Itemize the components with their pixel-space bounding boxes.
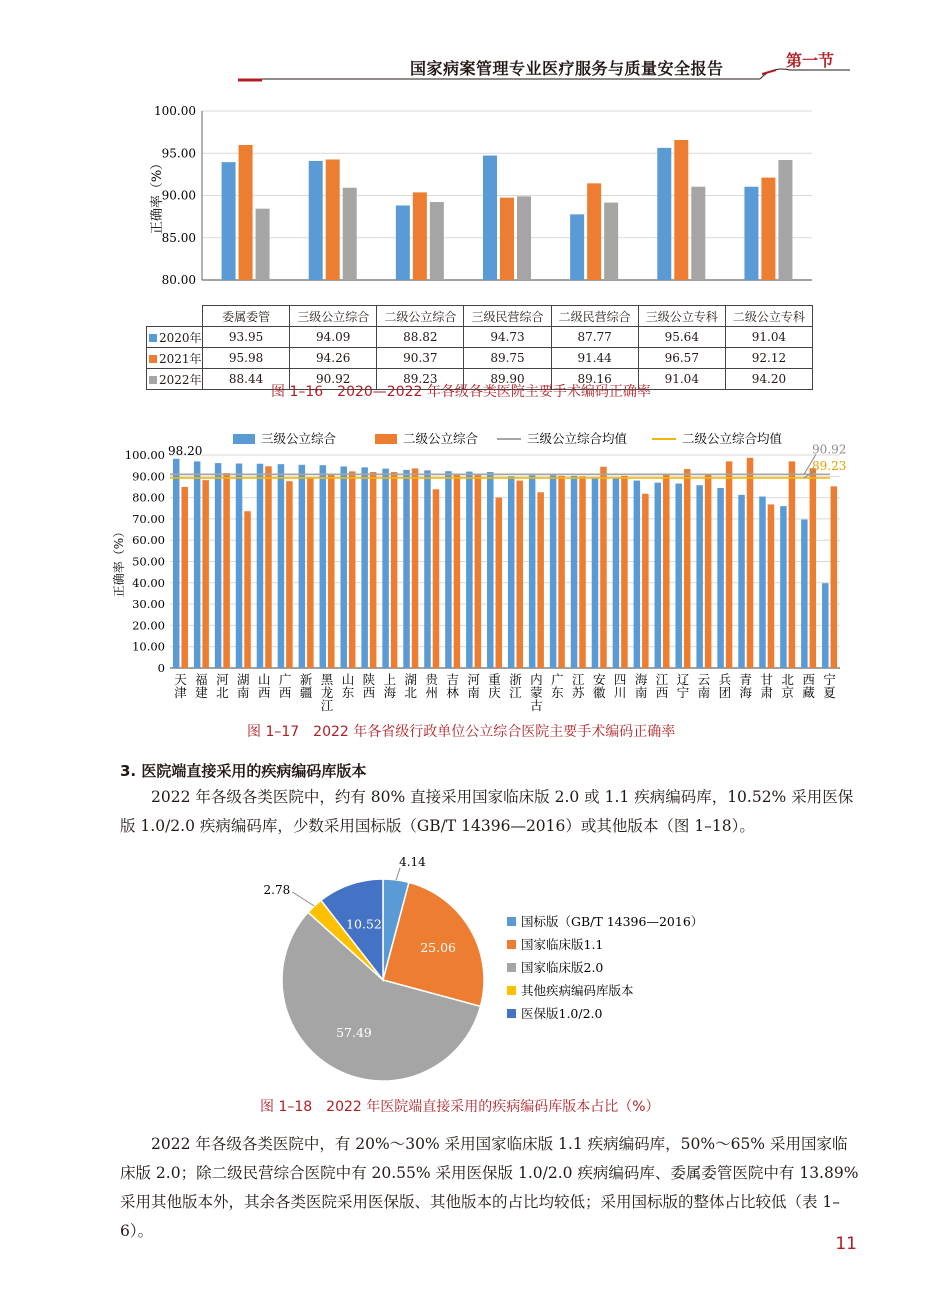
legend-label: 国标版（GB/T 14396—2016） [521, 914, 704, 929]
table-value: 93.95 [203, 327, 290, 348]
bar-二级公立综合 [202, 480, 209, 668]
bar-三级公立综合 [320, 465, 327, 668]
legend-label: 国家临床版1.1 [521, 937, 604, 952]
bar-二级公立综合 [621, 476, 628, 668]
y-tick-label: 20.00 [132, 618, 165, 633]
table-value: 96.57 [638, 348, 725, 369]
y-tick-label: 40.00 [132, 575, 165, 590]
table-value: 94.26 [290, 348, 377, 369]
y-tick-label: 80.00 [161, 273, 196, 287]
x-category-label: 江苏 [572, 672, 585, 700]
bar-三级公立综合 [592, 477, 599, 668]
pie-value-label: 2.78 [263, 882, 291, 897]
bar-三级公立综合 [696, 485, 703, 668]
x-category-label: 贵州 [425, 672, 438, 700]
bar-2020年 [396, 205, 410, 280]
bar-二级公立综合 [747, 458, 754, 668]
bar-三级公立综合 [236, 464, 243, 668]
bar-2022年 [604, 203, 618, 280]
table-series-label: 2021年 [147, 348, 203, 369]
bar-三级公立综合 [675, 484, 682, 668]
x-category-label: 江西 [655, 672, 669, 700]
y-tick-label: 30.00 [132, 597, 165, 612]
x-category-label: 安徽 [592, 672, 606, 700]
bar-2021年 [587, 183, 601, 280]
bar-三级公立综合 [215, 463, 222, 668]
bar-二级公立综合 [433, 489, 440, 668]
legend-label: 三级公立综合 [261, 431, 337, 446]
bar-二级公立综合 [768, 504, 775, 668]
bar-三级公立综合 [173, 459, 180, 668]
x-category-label: 广西 [278, 672, 292, 700]
bar-二级公立综合 [223, 473, 230, 668]
figure-caption-1-16: 图 1–16 2020—2022 年各级各类医院主要手术编码正确率 [271, 384, 651, 400]
table-value: 94.73 [464, 327, 551, 348]
pie-value-label: 10.52 [346, 916, 382, 932]
x-category-label: 山西 [257, 672, 271, 700]
bar-三级公立综合 [801, 520, 808, 668]
paragraph-2: 2022 年各级各类医院中，有 20%～30% 采用国家临床版 1.1 疾病编码库，50%～65% 采用国家临床版 2.0；除二级民营综合医院中有 20.55% 采用医保版 1.0/2.0 疾病编码库、委属委管医院中有 13.89% 采用其他版本外，其余各类医院采用医保版、其他版本的占比均较低；采用国标版的整体占比较低（表 1–6）。 [120, 1135, 859, 1240]
legend-swatch [149, 334, 157, 342]
legend-swatch [507, 940, 516, 949]
legend-swatch [375, 434, 397, 444]
table-category-label: 二级公立综合 [377, 306, 464, 327]
table-value: 90.92 [290, 369, 377, 390]
bar-二级公立综合 [831, 486, 838, 668]
bar-二级公立综合 [496, 498, 503, 668]
table-category-label: 三级公立专科 [638, 306, 725, 327]
table-value: 89.75 [464, 348, 551, 369]
bar-2022年 [691, 187, 705, 280]
bar-三级公立综合 [445, 471, 452, 668]
data-label-tianjin: 98.20 [168, 443, 203, 458]
legend-swatch [507, 986, 516, 995]
bar-二级公立综合 [642, 494, 649, 668]
page-number: 11 [835, 1234, 857, 1254]
x-category-label: 河北 [216, 672, 229, 700]
legend-swatch [507, 917, 516, 926]
figure-caption-1-18: 图 1–18 2022 年医院端直接采用的疾病编码库版本占比（%） [260, 1099, 660, 1115]
table-value: 91.04 [638, 369, 725, 390]
bar-二级公立综合 [244, 511, 251, 668]
bar-2020年 [309, 161, 323, 280]
bar-二级公立综合 [537, 492, 544, 668]
legend-swatch [507, 963, 516, 972]
y-tick-label: 10.00 [132, 639, 165, 654]
bar-三级公立综合 [361, 467, 368, 668]
bar-2021年 [413, 192, 427, 280]
bar-2021年 [239, 145, 253, 280]
bar-三级公立综合 [822, 583, 829, 668]
bar-二级公立综合 [726, 461, 733, 668]
table-value: 89.90 [464, 369, 551, 390]
chart-1-16-data-table [146, 305, 813, 390]
bar-二级公立综合 [684, 469, 691, 668]
y-tick-label: 100.00 [124, 448, 165, 462]
bar-2021年 [761, 178, 775, 280]
bar-三级公立综合 [194, 461, 201, 668]
bar-2022年 [430, 202, 444, 280]
legend-label: 三级公立综合均值 [527, 431, 628, 446]
report-title: 国家病案管理专业医疗服务与质量安全报告 [410, 59, 724, 78]
table-value: 95.64 [638, 327, 725, 348]
x-category-label: 陕西 [362, 672, 376, 700]
bar-二级公立综合 [181, 487, 188, 668]
chart-1-18 [0, 850, 950, 1090]
bar-三级公立综合 [487, 472, 494, 668]
bar-三级公立综合 [738, 495, 745, 668]
table-category-label: 三级民营综合 [464, 306, 551, 327]
bar-二级公立综合 [286, 481, 293, 668]
x-category-label: 山东 [341, 672, 355, 700]
y-tick-label: 85.00 [161, 230, 196, 245]
table-category-label: 二级公立专科 [725, 306, 812, 327]
x-category-label: 吉林 [446, 672, 459, 700]
y-tick-label: 50.00 [132, 554, 165, 569]
bar-三级公立综合 [382, 469, 389, 668]
y-tick-label: 70.00 [132, 511, 165, 526]
table-value: 89.16 [551, 369, 638, 390]
y-axis-label: 正确率（%） [112, 525, 126, 598]
x-category-label: 云南 [697, 672, 711, 700]
x-category-label: 北京 [781, 672, 794, 700]
bar-二级公立综合 [705, 474, 712, 668]
bar-2020年 [570, 214, 584, 280]
table-value: 90.37 [377, 348, 464, 369]
y-tick-label: 0 [157, 661, 165, 675]
average-label-2: 89.23 [812, 458, 847, 473]
x-category-label: 湖北 [404, 672, 418, 700]
y-tick-label: 90.00 [161, 188, 196, 203]
table-value: 91.04 [725, 327, 812, 348]
legend-label: 二级公立综合均值 [682, 431, 783, 446]
x-category-label: 福建 [195, 672, 208, 700]
bar-二级公立综合 [810, 468, 817, 668]
bar-2020年 [657, 148, 671, 280]
y-tick-label: 100.00 [154, 104, 196, 118]
legend-swatch [233, 434, 255, 444]
bar-2022年 [517, 196, 531, 280]
bar-二级公立综合 [454, 474, 461, 668]
table-value: 88.44 [203, 369, 290, 390]
bar-三级公立综合 [466, 472, 473, 668]
x-category-label: 新疆 [299, 672, 313, 700]
x-category-label: 湖南 [237, 672, 250, 700]
bar-三级公立综合 [613, 478, 620, 668]
bar-二级公立综合 [265, 466, 272, 668]
table-value: 88.82 [377, 327, 464, 348]
bar-三级公立综合 [780, 506, 787, 668]
x-category-label: 广东 [551, 672, 564, 700]
y-tick-label: 95.00 [161, 146, 196, 161]
bar-二级公立综合 [370, 472, 377, 668]
bar-2020年 [483, 156, 497, 280]
bar-二级公立综合 [328, 474, 335, 668]
x-category-label: 上海 [383, 672, 397, 700]
table-category-label: 二级民营综合 [551, 306, 638, 327]
x-category-label: 天津 [174, 672, 187, 700]
table-value: 91.44 [551, 348, 638, 369]
legend-label: 二级公立综合 [403, 431, 479, 446]
label-leader [396, 868, 400, 880]
bar-二级公立综合 [789, 461, 796, 668]
y-tick-label: 80.00 [132, 490, 165, 505]
bar-2021年 [674, 140, 688, 280]
pie-value-label: 4.14 [399, 854, 426, 869]
legend-swatch [149, 355, 157, 363]
table-value: 92.12 [725, 348, 812, 369]
x-category-label: 宁夏 [823, 672, 836, 700]
x-category-label: 兵团 [718, 672, 732, 700]
y-axis-label: 正确率（%） [150, 156, 165, 235]
bar-2022年 [778, 160, 792, 280]
table-category-label: 委属委管 [203, 306, 290, 327]
table-value: 94.09 [290, 327, 377, 348]
legend-label: 国家临床版2.0 [521, 960, 604, 975]
section-label: 第一节 [786, 51, 835, 70]
bar-二级公立综合 [663, 474, 670, 668]
table-value: 95.98 [203, 348, 290, 369]
pie-value-label: 57.49 [336, 1025, 372, 1041]
bar-2021年 [326, 160, 340, 280]
bar-三级公立综合 [571, 476, 578, 668]
legend-label: 医保版1.0/2.0 [521, 1006, 603, 1021]
bar-三级公立综合 [508, 476, 515, 668]
x-category-label: 黑龙江 [320, 672, 334, 713]
bar-三级公立综合 [424, 470, 431, 668]
paragraph-1: 2022 年各级各类医院中，约有 80% 直接采用国家临床版 2.0 或 1.1 疾病编码库，10.52% 采用医保版 1.0/2.0 疾病编码库，少数采用国标版（GB/T 14396—2016）或其他版本（图 1–18）。 [120, 788, 854, 835]
x-category-label: 辽宁 [676, 672, 690, 700]
table-value: 87.77 [551, 327, 638, 348]
x-category-label: 内蒙古 [530, 672, 543, 713]
bar-三级公立综合 [257, 464, 264, 668]
bar-三级公立综合 [634, 481, 641, 668]
bar-二级公立综合 [558, 476, 565, 668]
x-category-label: 河南 [467, 672, 480, 700]
table-series-label: 2022年 [147, 369, 203, 390]
chart-1-17 [0, 415, 950, 720]
x-category-label: 海南 [634, 672, 648, 700]
bar-三级公立综合 [529, 475, 536, 668]
bar-三级公立综合 [550, 475, 557, 668]
bar-三级公立综合 [278, 464, 285, 668]
table-category-label: 三级公立综合 [290, 306, 377, 327]
legend-swatch [149, 376, 157, 384]
bar-二级公立综合 [600, 467, 607, 668]
bar-三级公立综合 [759, 497, 766, 668]
bar-三级公立综合 [299, 465, 306, 668]
legend-label: 其他疾病编码库版本 [521, 983, 634, 998]
bar-三级公立综合 [717, 488, 724, 668]
x-category-label: 四川 [613, 672, 627, 700]
bar-2021年 [500, 198, 514, 280]
x-category-label: 西藏 [802, 672, 815, 700]
bar-2020年 [744, 187, 758, 280]
label-leader [292, 892, 314, 906]
y-tick-label: 60.00 [132, 533, 165, 548]
bar-二级公立综合 [307, 477, 314, 668]
bar-三级公立综合 [655, 483, 662, 668]
bar-二级公立综合 [412, 468, 419, 668]
table-series-label: 2020年 [147, 327, 203, 348]
y-tick-label: 90.00 [132, 469, 165, 484]
table-value: 89.23 [377, 369, 464, 390]
bar-三级公立综合 [403, 470, 410, 668]
bar-2022年 [343, 188, 357, 280]
x-category-label: 青海 [739, 672, 753, 700]
figure-caption-1-17: 图 1–17 2022 年各省级行政单位公立综合医院主要手术编码正确率 [247, 724, 676, 740]
bar-三级公立综合 [340, 467, 347, 668]
section-heading: 3. 医院端直接采用的疾病编码库版本 [120, 762, 367, 780]
bar-二级公立综合 [349, 471, 356, 668]
bar-二级公立综合 [516, 481, 523, 668]
x-category-label: 浙江 [509, 672, 522, 700]
bar-二级公立综合 [475, 474, 482, 668]
bar-2022年 [256, 209, 270, 280]
legend-swatch [507, 1009, 516, 1018]
x-category-label: 重庆 [488, 672, 501, 700]
bar-二级公立综合 [579, 477, 586, 668]
table-value: 94.20 [725, 369, 812, 390]
bar-二级公立综合 [391, 472, 398, 668]
bar-2020年 [222, 162, 236, 280]
x-category-label: 甘肃 [760, 672, 773, 700]
average-label-3: 90.92 [812, 442, 847, 457]
pie-value-label: 25.06 [420, 940, 457, 956]
